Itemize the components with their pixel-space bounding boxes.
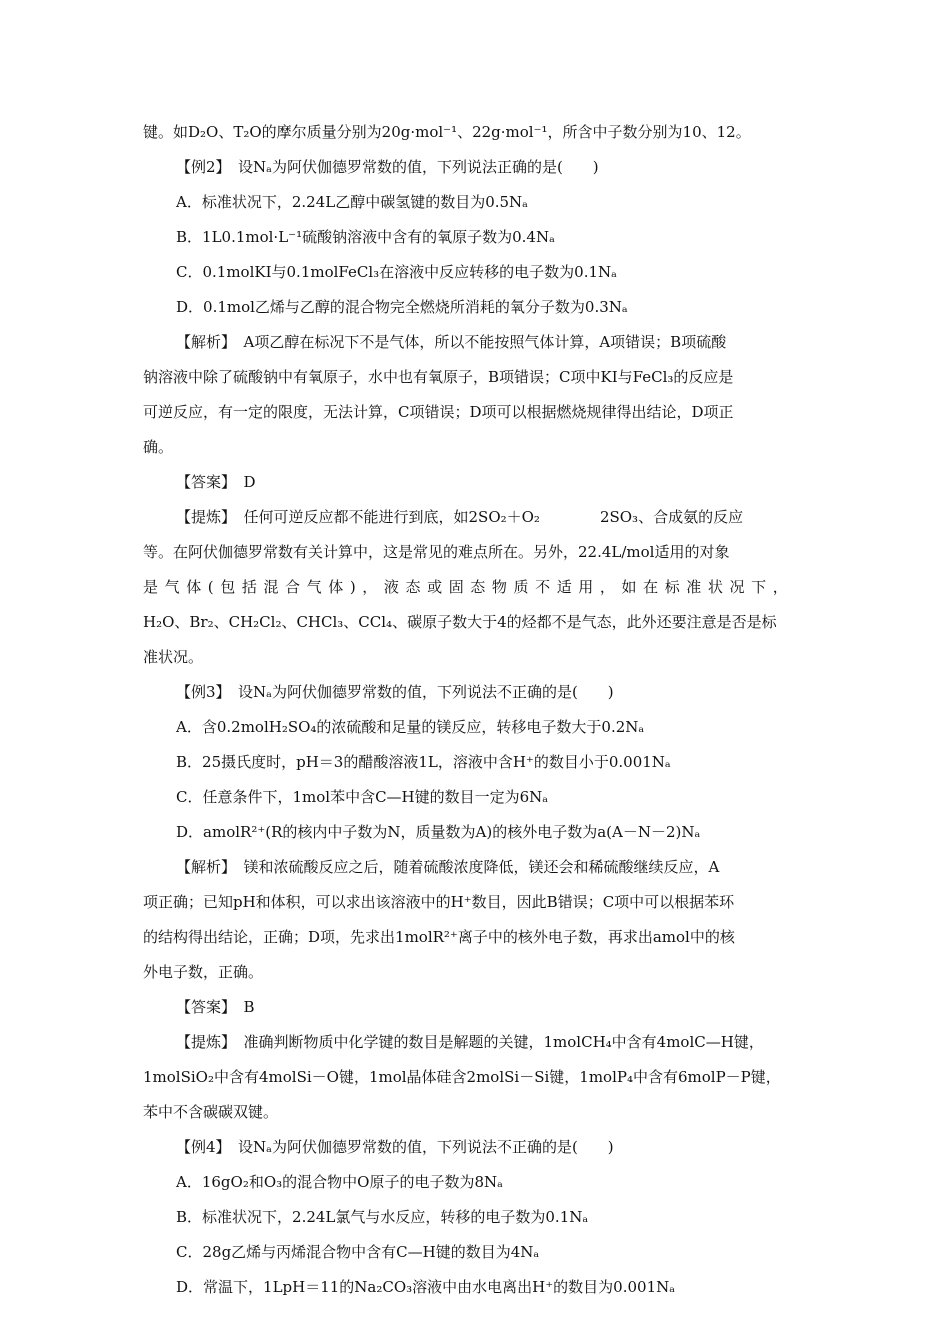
option-c: C．28g乙烯与丙烯混合物中含有C—H键的数目为4Nₐ <box>176 1243 540 1261</box>
option-b: B．标准状况下，2.24L氯气与水反应，转移的电子数为0.1Nₐ <box>176 1208 589 1226</box>
text-line: 项正确；已知pH和体积，可以求出该溶液中的H⁺数目，因此B错误；C项中可以根据苯环 <box>143 893 735 911</box>
text-line: 的结构得出结论，正确；D项，先求出1molR²⁺离子中的核外电子数，再求出amol中的核 <box>143 928 735 946</box>
option-c: C．任意条件下，1mol苯中含C—H键的数目一定为6Nₐ <box>176 788 549 806</box>
option-b: B．1L0.1mol·L⁻¹硫酸钠溶液中含有的氧原子数为0.4Nₐ <box>176 228 555 246</box>
analysis-heading: 【解析】 A项乙醇在标况下不是气体，所以不能按照气体计算，A项错误；B项硫酸 <box>176 333 727 351</box>
text-line: 1molSiO₂中含有4molSi－O键，1mol晶体硅含2molSi－Si键，1molP₄中含有6molP－P键， <box>143 1068 781 1086</box>
summary-heading: 【提炼】 任何可逆反应都不能进行到底，如2SO₂＋O₂ 2SO₃、合成氨的反应 <box>176 508 744 526</box>
example-3-heading: 【例3】 设Nₐ为阿伏伽德罗常数的值，下列说法不正确的是( ) <box>176 683 614 701</box>
text-line: 苯中不含碳碳双键。 <box>143 1103 279 1121</box>
example-2-heading: 【例2】 设Nₐ为阿伏伽德罗常数的值，下列说法正确的是( ) <box>176 158 599 176</box>
text-line: 外电子数，正确。 <box>143 963 264 981</box>
analysis-heading: 【解析】 镁和浓硫酸反应之后，随着硫酸浓度降低，镁还会和稀硫酸继续反应，A <box>176 858 720 876</box>
option-c: C．0.1molKI与0.1molFeCl₃在溶液中反应转移的电子数为0.1Nₐ <box>176 263 617 281</box>
text-line: 键。如D₂O、T₂O的摩尔质量分别为20g·mol⁻¹、22g·mol⁻¹，所含中子数分别为10、12。 <box>143 123 751 141</box>
text-line: 等。在阿伏伽德罗常数有关计算中，这是常见的难点所在。另外，22.4L/mol适用的对象 <box>143 543 730 561</box>
summary-heading: 【提炼】 准确判断物质中化学键的数目是解题的关键，1molCH₄中含有4molC—H键， <box>176 1033 764 1051</box>
text-line: 确。 <box>143 438 174 456</box>
option-d: D．amolR²⁺(R的核内中子数为N，质量数为A)的核外电子数为a(A－N－2)Nₐ <box>176 823 701 841</box>
answer-line: 【答案】 D <box>176 473 256 491</box>
example-4-heading: 【例4】 设Nₐ为阿伏伽德罗常数的值，下列说法不正确的是( ) <box>176 1138 614 1156</box>
text-line: 钠溶液中除了硫酸钠中有氧原子，水中也有氧原子，B项错误；C项中KI与FeCl₃的反应是 <box>143 368 734 386</box>
option-a: A．16gO₂和O₃的混合物中O原子的电子数为8Nₐ <box>176 1173 503 1191</box>
text-line: H₂O、Br₂、CH₂Cl₂、CHCl₃、CCl₄、碳原子数大于4的烃都不是气态，此外还要注意是否是标 <box>143 613 777 631</box>
answer-line: 【答案】 B <box>176 998 255 1016</box>
option-b: B．25摄氏度时，pH＝3的醋酸溶液1L，溶液中含H⁺的数目小于0.001Nₐ <box>176 753 671 771</box>
option-a: A．含0.2molH₂SO₄的浓硫酸和足量的镁反应，转移电子数大于0.2Nₐ <box>176 718 645 736</box>
option-d: D．常温下，1LpH＝11的Na₂CO₃溶液中由水电离出H⁺的数目为0.001Nₐ <box>176 1278 676 1296</box>
text-line: 准状况。 <box>143 648 204 666</box>
text-line: 可逆反应，有一定的限度，无法计算，C项错误；D项可以根据燃烧规律得出结论，D项正 <box>143 403 734 421</box>
option-d: D．0.1mol乙烯与乙醇的混合物完全燃烧所消耗的氧分子数为0.3Nₐ <box>176 298 628 316</box>
option-a: A．标准状况下，2.24L乙醇中碳氢键的数目为0.5Nₐ <box>176 193 528 211</box>
text-line: 是气体(包括混合气体)，液态或固态物质不适用，如在标准状况下， <box>143 578 795 596</box>
